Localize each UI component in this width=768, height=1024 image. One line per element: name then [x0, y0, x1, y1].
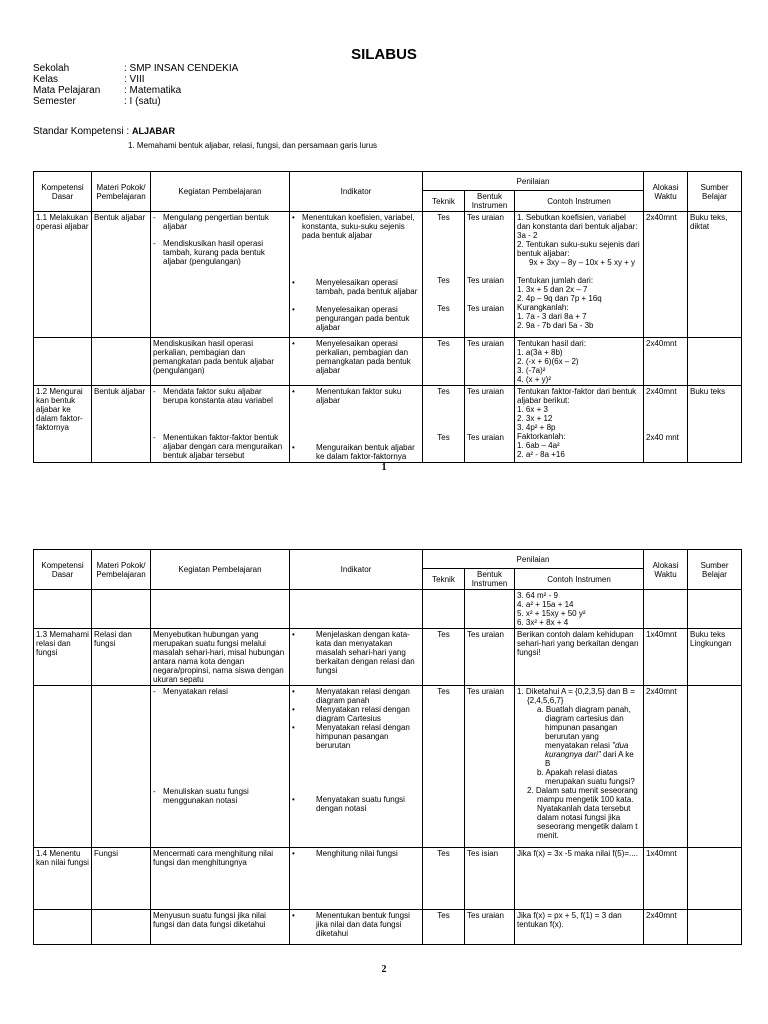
- sk-value: ALJABAR: [131, 126, 175, 136]
- materi-cell: [92, 590, 151, 629]
- th-materi: Materi Pokok/ Pembelajaran: [92, 550, 151, 590]
- th-bentuk: Bentuk Instrumen: [465, 191, 515, 212]
- materi-cell: Bentuk aljabar: [92, 212, 151, 338]
- materi-cell: [92, 338, 151, 386]
- kd-cell: [34, 590, 92, 629]
- indikator-item: • Menyatakan relasi dengan himpunan pasangan berurutan: [292, 723, 420, 750]
- contoh-line: [517, 705, 641, 768]
- th-contoh: Contoh Instrumen: [515, 569, 644, 590]
- contoh-line: 3. (-7a)²: [517, 366, 546, 375]
- doc-title: SILABUS: [351, 46, 417, 63]
- contoh-line: 3. 4p² + 8p: [517, 423, 556, 432]
- sk-label: Standar Kompetensi :: [33, 126, 130, 137]
- sk-item: 1. Memahami bentuk aljabar, relasi, fungsi, dan persamaan garis lurus: [128, 141, 378, 150]
- bentuk-text: Tes uraian: [467, 387, 504, 396]
- kegiatan-item: - Mendiskusikan hasil operasi tambah, kurang pada bentuk aljabar (pengulangan): [153, 239, 287, 266]
- th-alokasi: Alokasi Waktu: [644, 172, 688, 212]
- table-row: [34, 686, 742, 848]
- contoh-cell: Jika f(x) = 3x -5 maka nilai f(5)=....: [515, 848, 644, 910]
- contoh-line: 1. a(3a + 8b): [517, 348, 563, 357]
- info-label: Mata Pelajaran: [33, 85, 101, 96]
- indikator-cell: [290, 590, 423, 629]
- indikator-cell: [290, 338, 423, 386]
- contoh-text: a. Buatlah diagram panah, diagram cartesius dan himpunan pasangan berurutan yang menyatakan relasi: [537, 705, 631, 750]
- kegiatan-cell: [151, 590, 290, 629]
- indikator-item: • Menyatakan relasi dengan diagram panah: [292, 687, 420, 705]
- bentuk-cell: [465, 386, 515, 463]
- sumber-cell: [688, 686, 742, 848]
- page-1: [0, 0, 768, 485]
- table-row: [34, 590, 742, 629]
- alokasi-cell: [644, 590, 688, 629]
- indikator-cell: [290, 386, 423, 463]
- contoh-line: 9x + 3xy – 8y – 10x + 5 xy + y: [529, 258, 636, 267]
- contoh-line: Faktorkanlah:: [517, 432, 566, 441]
- indikator-cell: [290, 629, 423, 686]
- kegiatan-item: - Menentukan faktor-faktor bentuk aljabar dengan cara menguraikan bentuk aljabar tersebut: [153, 433, 287, 460]
- contoh-line: 2. 3x + 12: [517, 414, 553, 423]
- indikator-cell: [290, 848, 423, 910]
- info-value: : I (satu): [124, 96, 161, 107]
- materi-cell: Fungsi: [92, 848, 151, 910]
- contoh-line: Tentukan jumlah dari:: [517, 276, 594, 285]
- contoh-line: 2. Tentukan suku-suku sejenis dari bentuk aljabar:: [517, 240, 640, 258]
- indikator-cell: [290, 686, 423, 848]
- th-bentuk: Bentuk Instrumen: [465, 569, 515, 590]
- contoh-line: 2. Dalam satu menit seseorang mampu mengetik 100 kata. Nyatakanlah data tersebut dalam notasi fungsi jika seseorang mengetik dalam t menit.: [527, 786, 638, 840]
- th-kegiatan: Kegiatan Pembelajaran: [151, 550, 290, 590]
- kegiatan-item: - Menyatakan relasi: [153, 687, 287, 696]
- alokasi-cell: 2x40mnt: [644, 212, 688, 338]
- contoh-italic: "dua kurangnya dari": [545, 741, 629, 759]
- teknik-cell: [423, 386, 465, 463]
- contoh-cell: [515, 212, 644, 338]
- indikator-item: • Menghitung nilai fungsi: [292, 849, 420, 858]
- standar-kompetensi: [33, 126, 175, 137]
- alokasi-cell: 2x40mnt: [644, 338, 688, 386]
- th-sumber: Sumber Belajar: [688, 550, 742, 590]
- th-materi: Materi Pokok/ Pembelajaran: [92, 172, 151, 212]
- th-indikator: Indikator: [290, 172, 423, 212]
- kegiatan-cell: Mencermati cara menghitung nilai fungsi dan menghitungnya: [151, 848, 290, 910]
- teknik-cell: [423, 590, 465, 629]
- contoh-line: 6. 3x² + 8x + 4: [517, 618, 569, 627]
- materi-cell: Relasi dan fungsi: [92, 629, 151, 686]
- kd-cell: [34, 686, 92, 848]
- sumber-cell: Buku teks, diktat: [688, 212, 742, 338]
- sumber-cell: Buku teks Lingkungan: [688, 629, 742, 686]
- info-value: : SMP INSAN CENDEKIA: [124, 63, 239, 74]
- contoh-line: Kurangkanlah:: [517, 303, 569, 312]
- indikator-item: • Menentukan bentuk fungsi jika nilai dan data fungsi diketahui: [292, 911, 420, 938]
- table-row: [34, 338, 742, 386]
- bentuk-text: Tes uraian: [467, 213, 504, 222]
- info-value: : Matematika: [124, 85, 182, 96]
- info-label: Kelas: [33, 74, 59, 85]
- silabus-table-1: [33, 171, 742, 463]
- teknik-cell: [423, 212, 465, 338]
- alokasi-cell: 2x40mnt: [644, 910, 688, 945]
- kegiatan-cell: [151, 212, 290, 338]
- indikator-item: • Menentukan faktor suku aljabar: [292, 387, 420, 405]
- teknik-cell: Tes: [423, 848, 465, 910]
- contoh-cell: Berikan contoh dalam kehidupan sehari-hari yang berkaitan dengan fungsi!: [515, 629, 644, 686]
- kegiatan-item: - Mengulang pengertian bentuk aljabar: [153, 213, 287, 231]
- contoh-cell: [515, 338, 644, 386]
- contoh-line: Tentukan hasil dari:: [517, 339, 586, 348]
- indikator-item: • Menyatakan suatu fungsi dengan notasi: [292, 795, 420, 813]
- kd-cell: 1.2 Mengurai kan bentuk aljabar ke dalam faktor-faktornya: [34, 386, 92, 463]
- alokasi-cell: 1x40mnt: [644, 629, 688, 686]
- th-contoh: Contoh Instrumen: [515, 191, 644, 212]
- table-row: [34, 848, 742, 910]
- contoh-line: 5. x² + 15xy + 50 y²: [517, 609, 586, 618]
- table-row: [34, 386, 742, 463]
- alokasi-text: 2x40 mnt: [646, 433, 679, 442]
- kegiatan-cell: Menyusun suatu fungsi jika nilai fungsi dan data fungsi diketahui: [151, 910, 290, 945]
- kegiatan-cell: Menyebutkan hubungan yang merupakan suatu fungsi melalui masalah sehari-hari, misal hubungan antara nama kota dengan negara/propinsi, nama siswa dengan ukuran sepatu: [151, 629, 290, 686]
- teknik-cell: Tes: [423, 686, 465, 848]
- contoh-text: dari A ke B: [545, 750, 634, 768]
- contoh-line: 1. 3x + 5 dan 2x – 7: [517, 285, 588, 294]
- kegiatan-cell: [151, 686, 290, 848]
- sumber-cell: [688, 590, 742, 629]
- contoh-line: 2. a² - 8a +16: [517, 450, 565, 459]
- th-sumber: Sumber Belajar: [688, 172, 742, 212]
- teknik-text: Tes: [437, 387, 450, 396]
- alokasi-cell: [644, 386, 688, 463]
- contoh-cell: Jika f(x) = px + 5, f(1) = 3 dan tentukan f(x).: [515, 910, 644, 945]
- bentuk-cell: Tes uraian: [465, 910, 515, 945]
- info-label: Semester: [33, 96, 76, 107]
- th-teknik: Teknik: [423, 191, 465, 212]
- kd-cell: 1.1 Melakukan operasi aljabar: [34, 212, 92, 338]
- indikator-item: • Menguraikan bentuk aljabar ke dalam faktor-faktornya: [292, 443, 420, 461]
- kegiatan-cell: [151, 386, 290, 463]
- contoh-line: 2. (-x + 6)(6x – 2): [517, 357, 579, 366]
- kegiatan-cell: Mendiskusikan hasil operasi perkalian, pembagian dan pemangkatan pada bentuk aljabar (pengulangan): [151, 338, 290, 386]
- bentuk-cell: Tes uraian: [465, 686, 515, 848]
- alokasi-text: 2x40mnt: [646, 387, 677, 396]
- contoh-line: 1. 7a - 3 dari 8a + 7: [517, 312, 587, 321]
- bentuk-text: Tes uraian: [467, 433, 504, 442]
- contoh-line: 2. 9a - 7b dari 5a - 3b: [517, 321, 594, 330]
- silabus-table-2: [33, 549, 742, 945]
- info-row: [33, 74, 238, 85]
- kegiatan-item: - Mendata faktor suku aljabar berupa konstanta atau variabel: [153, 387, 287, 405]
- bentuk-text: Tes uraian: [467, 276, 504, 285]
- contoh-line: 1. 6ab – 4a²: [517, 441, 560, 450]
- school-info: [33, 63, 238, 107]
- kd-cell: [34, 338, 92, 386]
- page-number: 2: [381, 964, 387, 975]
- indikator-item: • Menjelaskan dengan kata-kata dan menyatakan masalah sehari-hari yang berkaitan dengan relasi dan fungsi: [292, 630, 420, 675]
- bentuk-cell: Tes uraian: [465, 629, 515, 686]
- th-penilaian: Penilaian: [423, 172, 644, 191]
- indikator-item: • Menyatakan relasi dengan diagram Cartesius: [292, 705, 420, 723]
- contoh-line: 4. a² + 15a + 14: [517, 600, 574, 609]
- th-alokasi: Alokasi Waktu: [644, 550, 688, 590]
- kd-cell: 1.4 Menentu kan nilai fungsi: [34, 848, 92, 910]
- sumber-cell: Buku teks: [688, 386, 742, 463]
- contoh-line: 2. 4p – 9q dan 7p + 16q: [517, 294, 602, 303]
- th-kegiatan: Kegiatan Pembelajaran: [151, 172, 290, 212]
- bentuk-cell: Tes isian: [465, 848, 515, 910]
- teknik-cell: Tes: [423, 338, 465, 386]
- contoh-line: 1. Diketahui A = {0,2,3,5} dan B = {2,4,5,6,7}: [517, 687, 635, 705]
- table-row: [34, 910, 742, 945]
- contoh-line: 1. 6x + 3: [517, 405, 548, 414]
- sumber-cell: [688, 910, 742, 945]
- th-penilaian: Penilaian: [423, 550, 644, 569]
- alokasi-cell: 1x40mnt: [644, 848, 688, 910]
- contoh-cell: [515, 686, 644, 848]
- materi-cell: [92, 686, 151, 848]
- kd-cell: [34, 910, 92, 945]
- contoh-cell: [515, 386, 644, 463]
- alokasi-cell: 2x40mnt: [644, 686, 688, 848]
- th-teknik: Teknik: [423, 569, 465, 590]
- contoh-cell: [515, 590, 644, 629]
- bentuk-cell: [465, 212, 515, 338]
- indikator-item: • Menyelesaikan operasi tambah, pada bentuk aljabar: [292, 278, 420, 296]
- indikator-item: • Menyelesaikan operasi perkalian, pembagian dan pemangkatan pada bentuk aljabar: [292, 339, 420, 375]
- table-row: [34, 212, 742, 338]
- materi-cell: Bentuk aljabar: [92, 386, 151, 463]
- th-indikator: Indikator: [290, 550, 423, 590]
- contoh-line: Tentukan faktor-faktor dari bentuk aljabar berikut:: [517, 387, 637, 405]
- sumber-cell: [688, 338, 742, 386]
- page-number: 1: [381, 462, 387, 473]
- kd-cell: 1.3 Memahami relasi dan fungsi: [34, 629, 92, 686]
- page-2: [0, 485, 768, 1024]
- bentuk-cell: [465, 590, 515, 629]
- info-row: [33, 85, 238, 96]
- contoh-line: 3. 64 m² - 9: [517, 591, 558, 600]
- table-row: [34, 629, 742, 686]
- info-value: : VIII: [124, 74, 145, 85]
- info-label: Sekolah: [33, 63, 70, 74]
- contoh-line: 4. (x + y)²: [517, 375, 552, 384]
- indikator-item: • Menyelesaikan operasi pengurangan pada bentuk aljabar: [292, 305, 420, 332]
- teknik-text: Tes: [437, 213, 450, 222]
- th-kd: Kompetensi Dasar: [34, 172, 92, 212]
- teknik-text: Tes: [437, 433, 450, 442]
- info-row: [33, 63, 238, 74]
- kegiatan-item: - Menuliskan suatu fungsi menggunakan notasi: [153, 787, 287, 805]
- contoh-line: b. Apakah relasi diatas merupakan suatu fungsi?: [537, 768, 635, 786]
- materi-cell: [92, 910, 151, 945]
- teknik-text: Tes: [437, 276, 450, 285]
- bentuk-cell: Tes uraian: [465, 338, 515, 386]
- indikator-cell: [290, 910, 423, 945]
- indikator-cell: [290, 212, 423, 338]
- teknik-cell: Tes: [423, 910, 465, 945]
- teknik-cell: Tes: [423, 629, 465, 686]
- indikator-item: • Menentukan koefisien, variabel, konstanta, suku-suku sejenis pada bentuk aljabar: [292, 213, 420, 240]
- bentuk-text: Tes uraian: [467, 304, 504, 313]
- contoh-line: 1. Sebutkan koefisien, variabel dan konstanta dari bentuk aljabar: 3a - 2: [517, 213, 638, 240]
- teknik-text: Tes: [437, 304, 450, 313]
- th-kd: Kompetensi Dasar: [34, 550, 92, 590]
- sumber-cell: [688, 848, 742, 910]
- info-row: [33, 96, 238, 107]
